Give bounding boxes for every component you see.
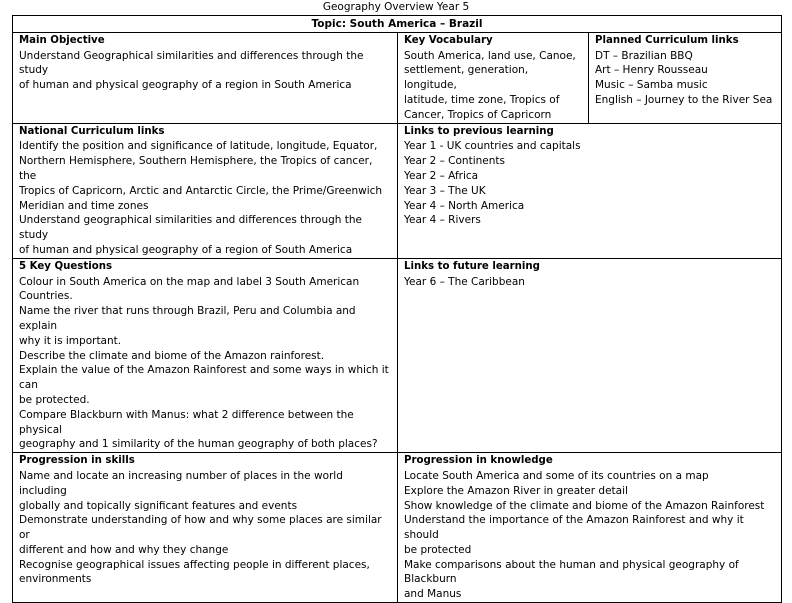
main-objective-line: Understand Geographical similarities and differences through the study (19, 49, 364, 77)
planned-link-item: English – Journey to the River Sea (595, 93, 773, 106)
national-curriculum-line: Northern Hemisphere, Southern Hemisphere, the Tropics of cancer, the (19, 155, 373, 182)
main-objective-cell (13, 32, 398, 123)
key-vocabulary-cell (398, 32, 589, 123)
planned-links-cell (589, 32, 782, 123)
key-vocabulary-line: latitude, time zone, Tropics of (404, 93, 560, 106)
national-curriculum-header: National Curriculum links (19, 125, 165, 137)
planned-link-item: Music – Samba music (595, 79, 708, 92)
overview-table (12, 15, 782, 603)
progression-skills-cell (13, 453, 398, 603)
future-learning-cell (398, 258, 782, 452)
questions-row (13, 258, 782, 452)
key-question-line: Describe the climate and biome of the Amazon rainforest. (19, 349, 325, 362)
previous-learning-item: Year 2 – Continents (404, 155, 505, 168)
previous-learning-item: Year 4 – North America (404, 199, 525, 212)
main-objective-header: Main Objective (19, 34, 105, 46)
national-curriculum-line: Identify the position and significance of latitude, longitude, Equator, (19, 140, 378, 153)
progression-skill-line: Name and locate an increasing number of places in the world including (19, 469, 343, 497)
national-curriculum-line: Meridian and time zones (19, 199, 149, 212)
key-question-line: Colour in South America on the map and label 3 South American Countries. (19, 275, 360, 303)
previous-learning-header: Links to previous learning (404, 125, 554, 137)
previous-learning-cell (398, 123, 782, 258)
key-question-line: why it is important. (19, 334, 122, 347)
curriculum-row (13, 123, 782, 258)
planned-links-header: Planned Curriculum links (595, 34, 739, 46)
topic-row (13, 16, 782, 33)
progression-skill-line: globally and topically significant features and events (19, 499, 298, 512)
previous-learning-item: Year 3 – The UK (404, 184, 486, 197)
previous-learning-item: Year 4 – Rivers (404, 214, 481, 227)
key-vocabulary-line: settlement, generation, longitude, (404, 64, 529, 92)
key-question-line: Explain the value of the Amazon Rainforest and some ways in which it can (19, 364, 389, 392)
progression-knowledge-cell (398, 453, 782, 603)
key-vocabulary-line: Cancer, Tropics of Capricorn (404, 108, 552, 121)
progression-skill-line: Recognise geographical issues affecting people in different places, (19, 558, 370, 571)
progression-knowledge-line: and Manus (404, 588, 462, 601)
objective-row (13, 32, 782, 123)
national-curriculum-cell (13, 123, 398, 258)
key-question-line: be protected. (19, 393, 90, 406)
progression-knowledge-line: be protected (404, 543, 472, 556)
key-questions-header: 5 Key Questions (19, 260, 113, 272)
key-question-line: Compare Blackburn with Manus: what 2 difference between the physical (19, 408, 354, 436)
main-objective-line: of human and physical geography of a region in South America (19, 79, 352, 92)
future-learning-item: Year 6 – The Caribbean (404, 275, 525, 288)
national-curriculum-line: Understand geographical similarities and differences through the study (19, 214, 362, 242)
national-curriculum-line: Tropics of Capricorn, Arctic and Antarctic Circle, the Prime/Greenwich (19, 184, 383, 197)
progression-row (13, 453, 782, 603)
progression-skill-line: Demonstrate understanding of how and why some places are similar or (19, 514, 382, 542)
progression-skill-line: different and how and why they change (19, 543, 229, 556)
national-curriculum-line: of human and physical geography of a region of South America (19, 243, 353, 256)
progression-skills-header: Progression in skills (19, 455, 135, 467)
progression-knowledge-header: Progression in knowledge (404, 455, 553, 467)
future-learning-header: Links to future learning (404, 260, 540, 272)
page-title: Geography Overview Year 5 (322, 1, 470, 13)
topic-cell: Topic: South America – Brazil (13, 16, 782, 33)
key-vocabulary-header: Key Vocabulary (404, 34, 493, 46)
progression-knowledge-line: Make comparisons about the human and physical geography of Blackburn (404, 558, 739, 586)
progression-knowledge-line: Understand the importance of the Amazon Rainforest and why it should (404, 514, 744, 542)
planned-link-item: DT – Brazilian BBQ (595, 49, 693, 62)
progression-knowledge-line: Locate South America and some of its countries on a map (404, 469, 709, 482)
key-vocabulary-line: South America, land use, Canoe, (404, 49, 576, 62)
key-questions-cell (13, 258, 398, 452)
planned-link-item: Art – Henry Rousseau (595, 64, 708, 77)
progression-knowledge-line: Explore the Amazon River in greater detail (404, 484, 628, 497)
key-question-line: Name the river that runs through Brazil, Peru and Columbia and explain (19, 305, 356, 332)
progression-skill-line: environments (19, 573, 92, 586)
key-question-line: geography and 1 similarity of the human geography of both places? (19, 438, 378, 451)
previous-learning-item: Year 1 - UK countries and capitals (404, 140, 581, 153)
previous-learning-item: Year 2 – Africa (404, 169, 479, 182)
progression-knowledge-line: Show knowledge of the climate and biome of the Amazon Rainforest (404, 499, 765, 512)
